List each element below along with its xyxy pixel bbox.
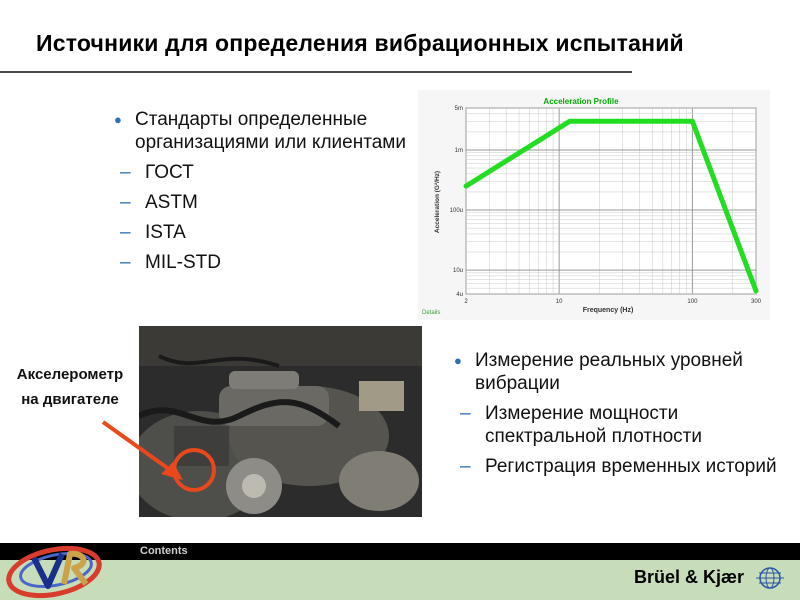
bullet-text: Стандарты определенные организациями или клиентами bbox=[135, 109, 406, 153]
footer-bar bbox=[0, 543, 800, 560]
dash-icon: – bbox=[460, 403, 471, 424]
x-tick-label: 2 bbox=[464, 299, 468, 305]
sub-bullet-text: Регистрация временных историй bbox=[485, 456, 777, 477]
dash-icon: – bbox=[460, 456, 471, 477]
y-tick-label: 100u bbox=[449, 208, 463, 215]
sub-bullet-text: ГОСТ bbox=[145, 162, 194, 183]
sub-bullet-text: ISTA bbox=[145, 222, 186, 243]
title-divider bbox=[0, 71, 632, 73]
x-tick-label: 100 bbox=[687, 299, 698, 305]
sub-bullet-mil-std bbox=[108, 251, 428, 274]
bullet-standards bbox=[108, 108, 428, 154]
vr-logo-icon bbox=[4, 538, 116, 600]
sub-bullet-astm bbox=[108, 191, 428, 214]
sub-bullet-time-history bbox=[448, 455, 788, 478]
chart-title: Acceleration Profile bbox=[543, 97, 619, 106]
x-tick-label: 10 bbox=[555, 299, 563, 305]
y-tick-label: 4u bbox=[456, 292, 463, 298]
acceleration-profile-chart bbox=[418, 90, 770, 320]
accelerometer-label-line2: на двигателе bbox=[21, 391, 119, 408]
sub-bullet-text: MIL-STD bbox=[145, 252, 221, 273]
sub-bullet-ista bbox=[108, 221, 428, 244]
dash-icon: – bbox=[120, 222, 131, 243]
page-title: Источники для определения вибрационных испытаний bbox=[36, 30, 684, 56]
globe-logo-icon bbox=[754, 565, 786, 591]
sub-bullet-text: ASTM bbox=[145, 192, 198, 213]
y-tick-label: 5m bbox=[454, 106, 463, 112]
sub-bullet-gost bbox=[108, 161, 428, 184]
bullet-text: Измерение реальных уровней вибрации bbox=[475, 350, 743, 394]
measurement-list bbox=[448, 349, 788, 478]
y-tick-label: 10u bbox=[452, 268, 463, 275]
plot-area bbox=[466, 108, 756, 294]
x-axis-label: Frequency (Hz) bbox=[582, 307, 634, 314]
bullet-dot-icon: ● bbox=[114, 112, 122, 127]
standards-list bbox=[108, 108, 428, 274]
pointer-arrow-icon bbox=[95, 400, 225, 510]
x-tick-label: 300 bbox=[750, 299, 762, 305]
y-tick-label: 1m bbox=[454, 147, 463, 154]
bullet-measurement bbox=[448, 349, 788, 395]
dash-icon: – bbox=[120, 192, 131, 213]
y-axis-label: Acceleration (G²/Hz) bbox=[434, 170, 441, 234]
sub-bullet-text: Измерение мощности спектральной плотности bbox=[485, 403, 702, 447]
bullet-dot-icon: ● bbox=[454, 353, 462, 368]
sub-bullet-psd bbox=[448, 402, 788, 448]
accelerometer-label-line1: Акселерометр bbox=[16, 366, 124, 383]
contents-link[interactable]: Contents bbox=[140, 545, 188, 557]
details-label: Details bbox=[422, 310, 441, 316]
brand-name: Brüel & Kjær bbox=[634, 567, 745, 587]
dash-icon: – bbox=[120, 162, 131, 183]
dash-icon: – bbox=[120, 252, 131, 273]
